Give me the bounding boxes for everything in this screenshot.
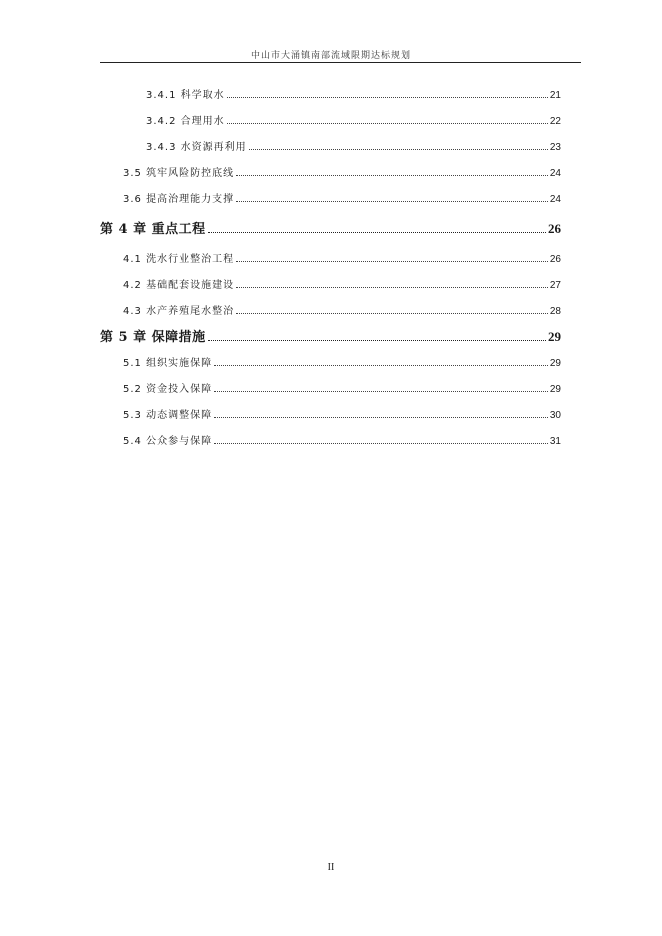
toc-entry-label: 3.4.2 合理用水 [146,116,225,127]
running-header: 中山市大涌镇南部流域限期达标规划 [250,51,411,61]
toc-entry-page: 31 [549,436,561,447]
toc-chapter-label: 第 4 章 重点工程 [100,222,206,237]
toc-leader-dots [227,97,548,98]
toc-entry-page: 29 [549,358,561,369]
toc-entry-page: 26 [548,221,561,236]
toc-leader-dots [214,391,548,392]
toc-leader-dots [236,261,548,262]
toc-entry-4-3[interactable] [123,302,561,317]
toc-entry-3-4-3[interactable] [146,138,561,153]
toc-entry-5-1[interactable] [123,354,561,369]
toc-entry-label: 5.1 组织实施保障 [123,358,213,369]
toc-entry-page: 22 [549,116,561,127]
toc-entry-3-5[interactable] [123,164,561,179]
toc-entry-page: 24 [549,194,561,205]
toc-entry-page: 26 [549,254,561,265]
toc-chapter-label: 第 5 章 保障措施 [100,330,206,345]
toc-entry-4-1[interactable] [123,250,561,265]
toc-entry-label: 3.4.1 科学取水 [146,90,225,101]
toc-entry-3-6[interactable] [123,190,561,205]
toc-entry-label: 4.2 基础配套设施建设 [123,280,235,291]
toc-entry-label: 4.3 水产养殖尾水整治 [123,306,235,317]
toc-entry-label: 3.4.3 水资源再利用 [146,142,247,153]
toc-entry-page: 27 [549,280,561,291]
toc-entry-5-3[interactable] [123,406,561,421]
toc-leader-dots [214,443,548,444]
toc-leader-dots [214,365,548,366]
toc-entry-5-4[interactable] [123,432,561,447]
toc-entry-page: 23 [549,142,561,153]
toc-leader-dots [208,340,546,341]
toc-entry-chapter-5[interactable] [100,326,561,345]
toc-entry-label: 3.6 提高治理能力支撑 [123,194,235,205]
toc-entry-5-2[interactable] [123,380,561,395]
toc-entry-3-4-1[interactable] [146,86,561,101]
toc-entry-4-2[interactable] [123,276,561,291]
header-rule [100,62,581,63]
toc-entry-label: 3.5 筑牢风险防控底线 [123,168,235,179]
toc-entry-page: 30 [549,410,561,421]
toc-entry-page: 24 [549,168,561,179]
toc-entry-label: 4.1 洗水行业整治工程 [123,254,235,265]
toc-leader-dots [236,201,548,202]
toc-leader-dots [214,417,548,418]
toc-entry-label: 5.2 资金投入保障 [123,384,213,395]
toc-entry-page: 28 [549,306,561,317]
page-number: II [327,862,335,873]
toc-leader-dots [236,287,548,288]
toc-leader-dots [236,175,548,176]
toc-entry-label: 5.3 动态调整保障 [123,410,213,421]
toc-entry-3-4-2[interactable] [146,112,561,127]
toc-entry-chapter-4[interactable] [100,218,561,237]
toc-entry-page: 29 [548,329,561,344]
toc-leader-dots [208,232,546,233]
toc-leader-dots [227,123,548,124]
toc-leader-dots [249,149,548,150]
toc-entry-label: 5.4 公众参与保障 [123,436,213,447]
toc-leader-dots [236,313,548,314]
toc-entry-page: 29 [549,384,561,395]
toc-entry-page: 21 [549,90,561,101]
